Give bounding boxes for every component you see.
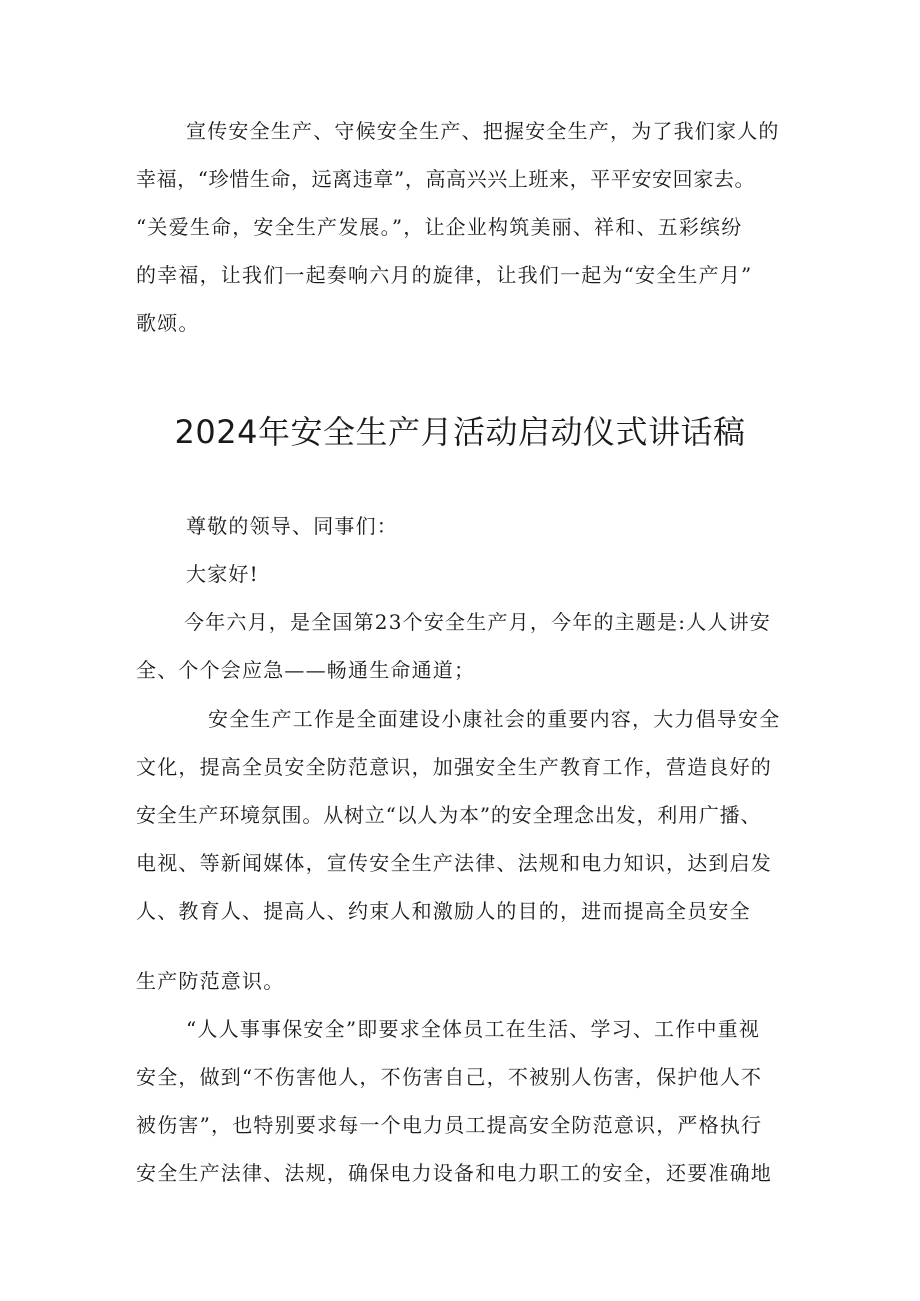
everyone-line-4: 安全生产法律、法规，确保电力设备和电力职工的安全，还要准确地 xyxy=(136,1161,772,1185)
theme-line-2: 全、个个会应急——畅通生命通道； xyxy=(136,658,476,682)
document-title: 2024年安全生产月活动启动仪式讲话稿 xyxy=(174,413,746,451)
safety-line-3: 安全生产环境氛围。从树立“以人为本”的安全理念出发，利用广播、 xyxy=(136,803,762,827)
safety-line-6: 生产防范意识。 xyxy=(136,969,285,993)
intro-line-4: 的幸福，让我们一起奏响六月的旋律，让我们一起为“安全生产月” xyxy=(136,263,753,287)
safety-line-4: 电视、等新闻媒体，宣传安全生产法律、法规和电力知识，达到启发 xyxy=(136,851,772,875)
hello-line: 大家好! xyxy=(186,562,259,586)
safety-line-5: 人、教育人、提高人、约束人和激励人的目的，进而提高全员安全 xyxy=(136,899,751,923)
everyone-line-3: 被伤害”，也特别要求每一个电力员工提高安全防范意识，严格执行 xyxy=(136,1113,763,1137)
theme-line-1: 今年六月，是全国第23个安全生产月，今年的主题是:人人讲安 xyxy=(184,610,771,634)
intro-line-2: 幸福，“珍惜生命，远离违章”，高高兴兴上班来，平平安安回家去。 xyxy=(136,167,756,191)
everyone-line-2: 安全，做到“不伤害他人，不伤害自己，不被别人伤害，保护他人不 xyxy=(136,1065,763,1089)
intro-line-5: 歌颂。 xyxy=(136,311,200,335)
everyone-line-1: “人人事事保安全”即要求全体员工在生活、学习、工作中重视 xyxy=(186,1017,761,1041)
safety-line-2: 文化，提高全员安全防范意识，加强安全生产教育工作，营造良好的 xyxy=(136,755,772,779)
safety-line-1: 安全生产工作是全面建设小康社会的重要内容，大力倡导安全 xyxy=(208,707,781,731)
salutation: 尊敬的领导、同事们： xyxy=(186,514,398,538)
intro-line-1: 宣传安全生产、守候安全生产、把握安全生产，为了我们家人的 xyxy=(186,119,780,143)
intro-line-3: “关爱生命，安全生产发展。”，让企业构筑美丽、祥和、五彩缤纷 xyxy=(136,215,743,239)
